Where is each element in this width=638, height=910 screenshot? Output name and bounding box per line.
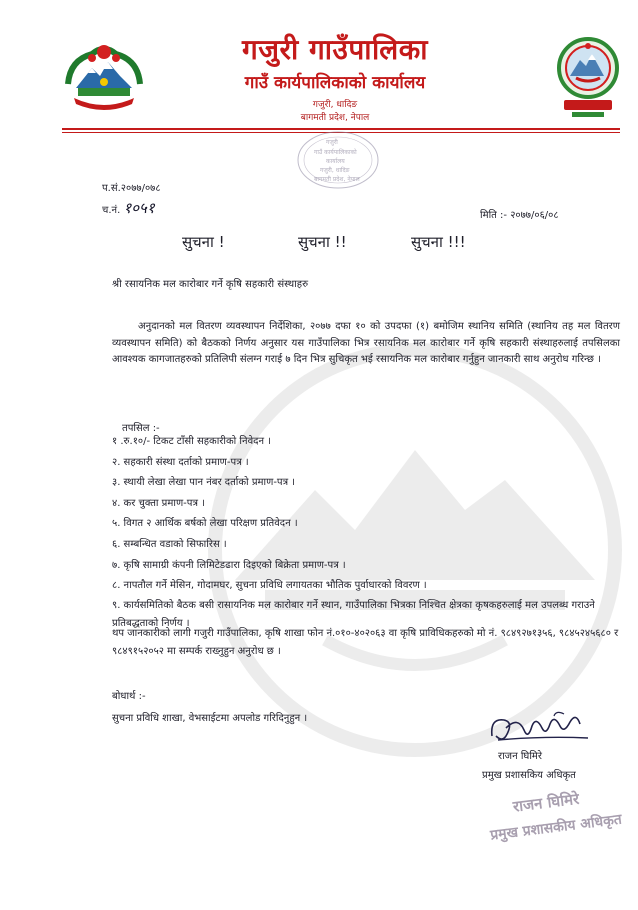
list-item: ५. विगत २ आर्थिक बर्षको लेखा परिक्षण प्रतिवेदन ।	[112, 518, 298, 530]
signer-name: राजन घिमिरे	[498, 751, 542, 762]
requirements-list	[112, 432, 622, 633]
address-line-2: बागमती प्रदेश, नेपाल	[300, 113, 370, 123]
list-item: ४. कर चुक्ता प्रमाण-पत्र ।	[112, 497, 205, 509]
body-paragraph	[112, 319, 620, 369]
address-line-1: गजुरी, धादिङ	[312, 100, 358, 110]
list-item: ७. कृषि सामाग्री कंपनी लिमिटेडढारा दिइएको बिक्रेता प्रमाण-पत्र ।	[112, 559, 346, 571]
dispatch-value: १०५१	[123, 199, 155, 217]
office-name: गाउँ कार्यपालिकाको कार्यालय	[244, 73, 426, 93]
tapasil-label: तपसिल :-	[122, 423, 160, 434]
list-item: ६. सम्बन्धित वडाको सिफारिस ।	[112, 538, 227, 550]
reference-number: प.सं.२०७७/०७८	[102, 183, 161, 194]
cc-label: बोधार्थ :-	[112, 691, 146, 702]
addressee: श्री रसायनिक मल कारोबार गर्ने कृषि सहकारी संस्थाहरु	[112, 279, 309, 290]
org-name: गजुरी गाउँपालिका	[241, 33, 428, 66]
list-item: ३. स्थायी लेखा लेखा पान नंबर दर्ताको प्रमाण-पत्र ।	[112, 477, 296, 489]
letter-date: मिति :- २०७७/०६/०८	[480, 210, 559, 221]
seal-title: प्रमुख प्रशासकीय अधिकृत	[489, 811, 623, 844]
office-stamp	[292, 130, 384, 192]
seal-name: राजन घिमिरे	[511, 789, 581, 816]
list-item: ९. कार्यसमितिको बैठक बसी रासायनिक मल कारोबार गर्ने स्थान, गाउँपालिका भित्रका निश्चित क्षेत्रका कृषकहरुलाई मल उपलब्ध गराउने प्रतिबद्धताको निर्णय ।	[112, 599, 595, 629]
signature-icon	[484, 706, 594, 750]
list-item: १ .रु.१०/- टिकट टाँसी सहकारीको निवेदन ।	[112, 436, 271, 447]
stamp-text-line: गजुरी, धादिङ	[320, 167, 350, 174]
body-paragraph-text: अनुदानको मल वितरण व्यवस्थापन निर्देशिका, २०७७ दफा १० को उपदफा (१) बमोजिम स्थानिय समिति (स्थानिय तह मल वितरण व्यवस्थापन समिति) को बैठकको निर्णय अनुसार यस गाउँपालिका भित्र रसायनिक मल कारोबार गर्ने कृषि सहकारी संस्थाहरुलाई तपसिलका आवश्यक कागजातहरुको प्रतिलिपी संलग्न गराई ७ दिन भित्र सुचिकृत भई रसायनिक मल कारोबार गर्नुहुन जानकारी साथ अनुरोध गरिन्छ ।	[112, 321, 620, 365]
dispatch-number	[102, 198, 155, 218]
notice-heading: सुचना !!	[298, 233, 347, 251]
list-item: ८. नापतौल गर्ने मेसिन, गोदामघर, सुचना प्रविधि लगायतका भौतिक पुर्वाधारको विवरण ।	[112, 580, 427, 592]
list-item: २. सहकारी संस्था दर्ताको प्रमाण-पत्र ।	[112, 456, 249, 468]
stamp-text-line: कार्यालय	[326, 158, 345, 165]
dispatch-label: च.नं.	[102, 205, 121, 216]
official-seal	[486, 782, 638, 845]
stamp-text-line: बागमती प्रदेश, नेपाल	[314, 176, 360, 183]
notice-heading: सुचना !	[182, 233, 225, 251]
stamp-text-line: गजुरी	[326, 139, 338, 146]
nepal-emblem-icon	[62, 40, 146, 112]
notice-heading: सुचना !!!	[411, 233, 466, 251]
stamp-text-line: गाउँ कार्यपालिकाको	[314, 149, 357, 156]
contact-paragraph: थप जानकारीको लागी गजुरी गाउँपालिका, कृषि शाखा फोन नं.०१०-४०२०६३ वा कृषि प्राविधिकहरुको मो नं. ९८४९२७१३५६, ९८४५२४५६८० र ९८४९१५२०५२ मा सम्पर्क राख्नुहुन अनुरोध छ ।	[112, 628, 619, 657]
signer-title: प्रमुख प्रशासकिय अधिकृत	[482, 770, 576, 781]
cc-text: सुचना प्रविधि शाखा, वेभसाईटमा अपलोड गरिदिनुहुन ।	[112, 713, 308, 724]
municipality-logo-icon	[556, 32, 620, 120]
